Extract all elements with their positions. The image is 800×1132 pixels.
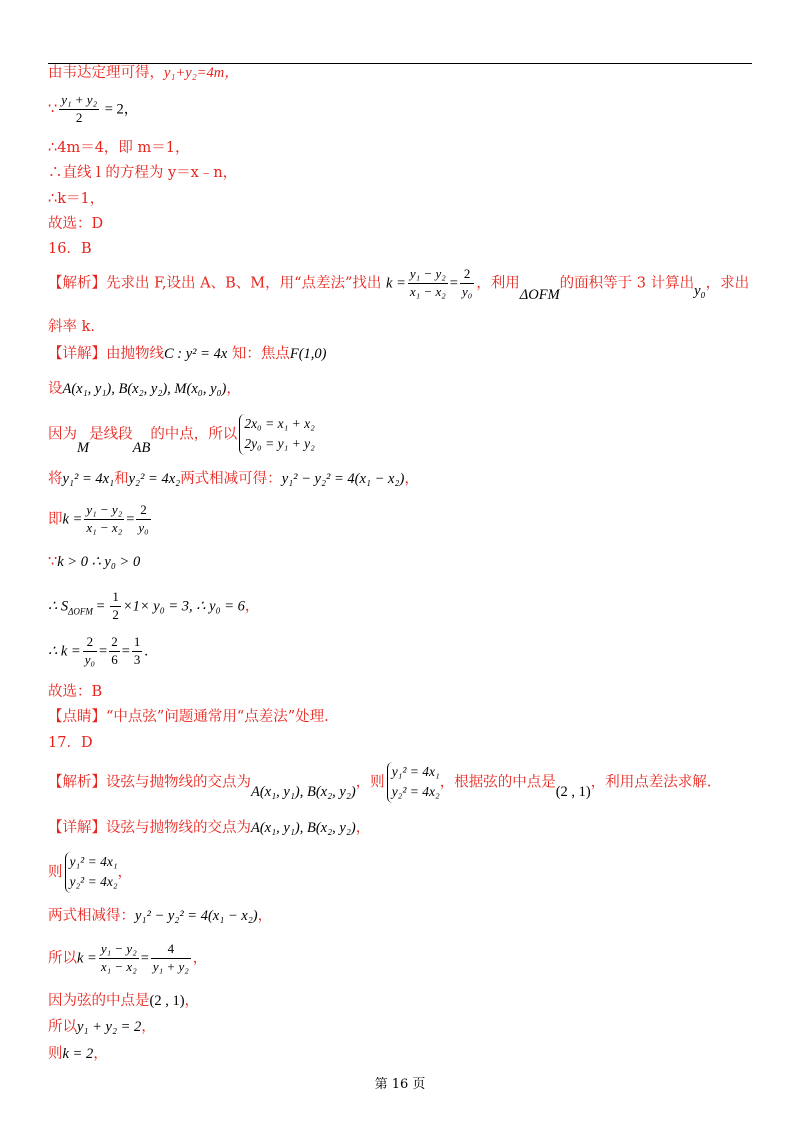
math: F(1,0)	[289, 346, 327, 362]
math: y₁+y₂=4m，	[164, 65, 239, 81]
detail-17-midpoint	[48, 994, 199, 1009]
text: ，利用	[476, 275, 520, 292]
equation: y₁² = 4x₁	[69, 854, 118, 869]
question-17: 17．D	[48, 735, 93, 751]
question-16: 16．B	[48, 241, 92, 257]
text: ，	[355, 820, 371, 836]
denominator: 2	[112, 606, 119, 622]
numerator: 4	[151, 942, 191, 959]
detail-16-focus	[48, 347, 327, 362]
math: =	[99, 643, 108, 660]
denominator: y₀	[138, 519, 149, 535]
numerator: 1	[110, 590, 121, 607]
math: AB	[132, 440, 151, 457]
equation-system	[65, 852, 118, 893]
text: 所以	[48, 950, 77, 967]
text: 所以	[48, 1019, 77, 1035]
fraction	[136, 503, 150, 536]
math: =	[121, 643, 130, 660]
equation: 2y₀ = y₁ + y₂	[244, 436, 315, 452]
math: k =	[77, 950, 97, 967]
detail-16-subtract	[48, 472, 419, 487]
math: y₁ + y₂ = 2	[77, 1019, 142, 1035]
math: k > 0 ∴ y₀ > 0	[57, 554, 141, 570]
analysis-17	[48, 762, 711, 803]
math: =	[126, 511, 135, 528]
analysis-16	[48, 266, 750, 304]
detail-17-slope	[48, 942, 207, 975]
equation: y₂² = 4x₂	[69, 874, 118, 890]
math: k = 2	[62, 1046, 94, 1062]
line-m: ∴4m＝4，即 m＝1，	[48, 140, 190, 156]
math: k =	[62, 511, 83, 528]
numerator: y₁ − y₂	[408, 267, 448, 284]
text: ，	[141, 1019, 156, 1035]
math: ∴ k =	[48, 643, 81, 660]
math: y₂² = 4x₂	[128, 471, 181, 487]
line-vieta	[48, 66, 239, 81]
numerator: y₁ − y₂	[84, 503, 124, 520]
text: 【详解】由抛物线	[48, 346, 164, 362]
math: A(x₁, y₁), B(x₂, y₂)	[251, 784, 356, 801]
text: 是线段	[89, 426, 133, 443]
text: ，	[257, 908, 273, 924]
text: ，根据弦的中点是	[439, 774, 556, 791]
text: ∵	[48, 554, 58, 570]
math: =	[140, 950, 149, 967]
math: y₀	[694, 283, 706, 300]
denominator: y₁ + y₂	[152, 958, 189, 974]
math: ×1× y₀ = 3, ∴ y₀ = 6	[122, 598, 245, 615]
text: ，	[226, 381, 241, 397]
math: =	[92, 598, 109, 615]
numerator: 2	[136, 503, 150, 520]
subscript: ΔOFM	[68, 606, 93, 617]
text: 则	[48, 1046, 63, 1062]
text: ，利用点差法求解.	[590, 774, 712, 791]
line-midpoint	[48, 93, 138, 126]
line-answer: 故选：D	[48, 216, 104, 232]
numerator: 2	[83, 635, 97, 652]
math: ΔOFM	[519, 287, 560, 304]
denominator: x₁ − x₂	[409, 283, 446, 299]
math: (2 , 1)	[149, 993, 185, 1009]
text: ，	[192, 950, 208, 967]
page-number: 第 16 页	[374, 1077, 426, 1092]
equation: y₁² = 4x₁	[391, 764, 440, 779]
text: 则	[48, 864, 63, 881]
detail-17-sum	[48, 1020, 156, 1035]
detail-16-midpoint	[48, 414, 315, 455]
math: (2 , 1)	[555, 784, 591, 801]
line-l: ∴直线 l 的方程为 y＝x﹣n，	[48, 165, 238, 181]
denominator: x₁ − x₂	[86, 519, 123, 535]
detail-16-sign	[48, 555, 140, 570]
fraction	[460, 267, 474, 300]
numerator: y₁ − y₂	[99, 942, 139, 959]
equation: 2x₀ = x₁ + x₂	[244, 416, 315, 431]
math: A(x₁, y₁), B(x₂, y₂), M(x₀, y₀)	[62, 381, 227, 397]
line-k: ∴k＝1，	[48, 191, 105, 207]
text: 因为	[48, 426, 77, 443]
text: 的面积等于 3 计算出	[559, 275, 695, 292]
text: ，	[93, 1046, 108, 1062]
text: 的中点，所以	[150, 426, 238, 443]
fraction	[151, 942, 191, 975]
text: ，	[117, 864, 133, 881]
text: ，	[244, 598, 260, 615]
text: 【详解】设弦与抛物线的交点为	[48, 820, 251, 836]
math: .	[144, 643, 148, 660]
math: ∴ S	[48, 598, 69, 615]
detail-16-points	[48, 382, 241, 397]
text: 知：焦点	[227, 346, 290, 362]
detail-17-system	[48, 852, 132, 893]
math: y₁² = 4x₁	[62, 471, 115, 487]
fraction	[99, 942, 139, 975]
text: ，求出	[705, 275, 750, 292]
detail-16-result	[48, 635, 148, 668]
denominator: 6	[111, 651, 118, 667]
text: ，则	[355, 774, 385, 791]
denominator: 3	[133, 651, 141, 667]
fraction	[84, 503, 124, 536]
text: 即	[48, 511, 63, 528]
text: 和	[114, 471, 129, 487]
denominator: y₀	[461, 283, 473, 299]
text: 设	[48, 381, 63, 397]
math: y₁² − y₂² = 4(x₁ − x₂)	[135, 908, 258, 924]
fraction	[59, 93, 99, 126]
header-rule	[48, 63, 752, 64]
detail-16-area	[48, 590, 259, 623]
math: M	[77, 440, 90, 457]
math: = 2，	[101, 101, 139, 118]
numerator: 2	[460, 267, 474, 284]
comment-16: 【点睛】“中点弦”问题通常用“点差法”处理.	[48, 709, 329, 725]
math: =	[449, 275, 458, 292]
fraction	[109, 635, 120, 668]
equation-system	[239, 414, 315, 455]
equation: y₂² = 4x₂	[391, 784, 440, 800]
fraction	[132, 635, 143, 668]
fraction	[408, 267, 448, 300]
text: 【解析】设弦与抛物线的交点为	[48, 774, 251, 791]
text: ∵	[48, 101, 58, 118]
detail-17-result	[48, 1047, 108, 1062]
numerator: 2	[109, 635, 120, 652]
math: C : y² = 4x	[164, 346, 228, 362]
fraction	[83, 635, 97, 668]
text: ，	[404, 471, 419, 487]
math: A(x₁, y₁), B(x₂, y₂)	[251, 820, 356, 836]
numerator: y₁ + y₂	[59, 93, 99, 110]
denominator: x₁ − x₂	[100, 958, 137, 974]
detail-17-points	[48, 821, 370, 836]
math: y₁² − y₂² = 4(x₁ − x₂)	[281, 471, 405, 487]
equation-system	[387, 762, 440, 803]
text: 将	[48, 471, 63, 487]
detail-16-answer: 故选：B	[48, 684, 103, 700]
detail-17-subtract	[48, 909, 272, 924]
denominator: y₀	[84, 651, 95, 667]
text: 【解析】先求出 F,设出 A、B、M，用“点差法”找出	[48, 275, 387, 292]
analysis-16-cont: 斜率 k.	[48, 319, 96, 335]
text: 两式相减得：	[48, 908, 135, 924]
text: 因为弦的中点是	[48, 993, 150, 1009]
numerator: 1	[132, 635, 143, 652]
detail-16-slope	[48, 503, 153, 536]
text: 由韦达定理可得，	[48, 65, 164, 81]
denominator: 2	[75, 109, 83, 125]
fraction	[110, 590, 121, 623]
text: 两式相减可得：	[180, 471, 282, 487]
text: ，	[184, 993, 200, 1009]
math: k =	[386, 275, 406, 292]
